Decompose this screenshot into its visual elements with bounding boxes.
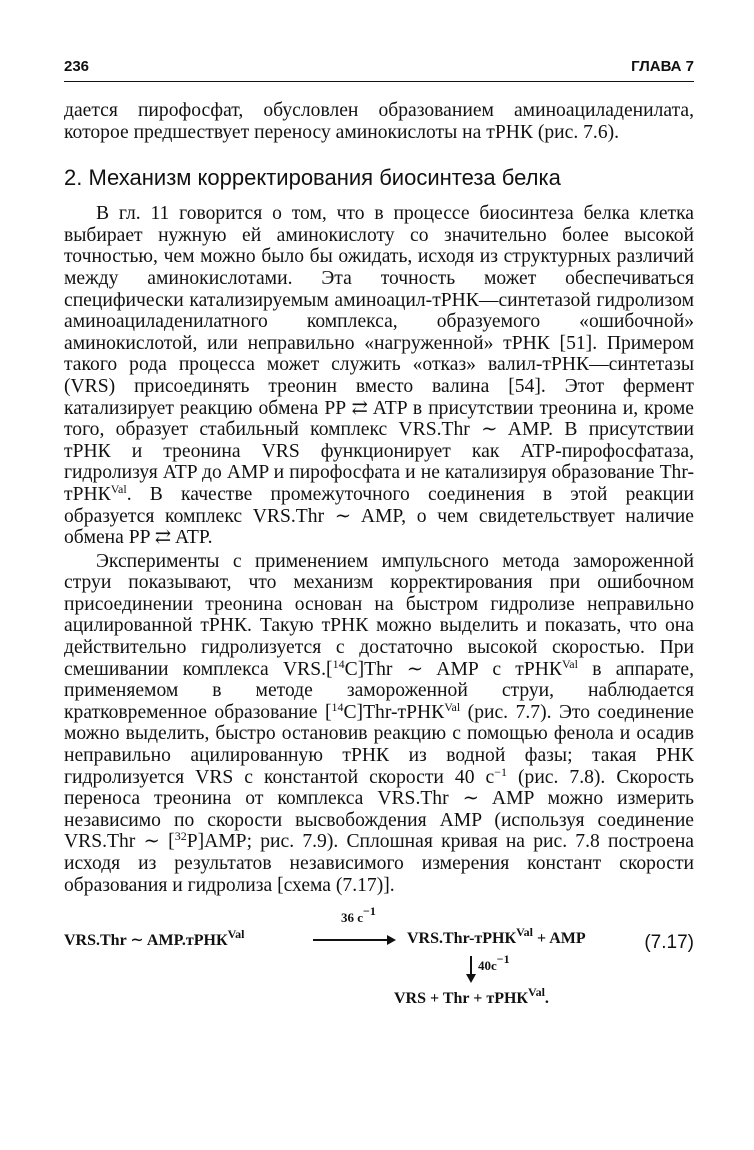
running-header <box>64 58 694 82</box>
paragraph-1-part-2: . В качестве промежуточного соединения в этой реакции образуется комплекс VRS.Thr ∼ AMP, о чем свидетельствует наличие обмена PP ⇄ ATP. <box>64 483 694 549</box>
superscript: Val <box>444 699 461 714</box>
arrow-right-icon <box>387 935 396 945</box>
superscript: Val <box>227 927 245 942</box>
reaction-scheme <box>64 904 694 1020</box>
paragraph-2-part-4: C]Thr-тРНК <box>343 701 445 723</box>
superscript: 14 <box>331 699 344 714</box>
scheme-arrow-down <box>466 952 526 986</box>
paragraph-1-part-1: В гл. 11 говорится о том, что в процессе биосинтеза белка клетка выбирает нужную ей аминокислоту со значительно более высокой точностью, чем можно было бы ожидать, исходя из структурных различий между аминокислотами. Эта точность может обеспечиваться специфически катализируемым аминоацил-тРНК—синтетазой гидролизом аминоациладенилатного комплекса, образуемого «ошибочной» аминокислотой, или неправильно «нагруженной» тРНК [51]. Примером такого рода процесса может служить «отказ» валил-тРНК—синтетазы (VRS) присоединять треонин вместо валина [54]. Этот фермент катализирует реакцию обмена PP ⇄ ATP в присутствии треонина и, кроме того, образует стабильный комплекс VRS.Thr ∼ AMP. В присутствии тРНК и треонина VRS функционирует как ATP-пирофосфатаза, гидролизуя ATP до AMP и пирофосфата и не катализируя образование Thr-тРНК <box>64 203 694 505</box>
scheme-rate-down-text: 40с <box>478 958 497 974</box>
superscript: Val <box>110 481 127 496</box>
scheme-rate-down <box>478 952 510 974</box>
page <box>64 58 694 1020</box>
superscript: −1 <box>494 764 507 779</box>
arrow-right-line <box>313 939 389 941</box>
scheme-arrow-right <box>313 904 395 950</box>
intro-paragraph: дается пирофосфат, обусловлен образованием аминоациладенилата, которое предшествует переносу аминокислоты на тРНК (рис. 7.6). <box>64 100 694 143</box>
arrow-down-line <box>470 956 472 976</box>
page-number: 236 <box>64 58 90 75</box>
scheme-final-tail: . <box>544 990 549 1008</box>
superscript: Val <box>561 656 578 671</box>
scheme-reactant-text: VRS.Thr ∼ AMP.тРНК <box>64 932 228 950</box>
section-heading: 2. Механизм корректирования биосинтеза белка <box>64 165 561 191</box>
scheme-final-text: VRS + Thr + тРНК <box>394 990 529 1008</box>
superscript: 14 <box>332 656 345 671</box>
scheme-reactant <box>64 927 245 950</box>
scheme-product-tail: + AMP <box>533 930 586 948</box>
superscript: −1 <box>363 904 376 919</box>
arrow-down-icon <box>466 974 476 983</box>
scheme-product-text: VRS.Thr-тРНК <box>407 930 517 948</box>
paragraph-2-part-2: C]Thr ∼ AMP с тРНК <box>344 658 562 680</box>
paragraph-1 <box>64 203 694 549</box>
paragraph-2-part-5: (рис. 7.7). Это соединение можно выделить, быстро остановив реакцию с помощью фенола и осадив неправильно ацилированную тРНК из водной фазы; такая РНК гидролизуется VRS с константой скорости 40 с <box>64 701 694 788</box>
superscript: Val <box>528 985 545 1000</box>
superscript: 32 <box>174 829 187 844</box>
scheme-rate-top-text: 36 с <box>341 910 364 926</box>
paragraph-2 <box>64 551 694 897</box>
equation-number: (7.17) <box>644 932 694 954</box>
chapter-label: ГЛАВА 7 <box>631 58 694 75</box>
superscript: −1 <box>496 952 510 967</box>
scheme-final-products <box>394 985 549 1008</box>
scheme-product <box>407 925 586 948</box>
superscript: Val <box>516 925 533 940</box>
scheme-rate-top <box>341 904 376 926</box>
paragraph-2-part-3: в аппарате, применяемом в методе замороженной струи, наблюдается кратковременное образование [ <box>64 658 694 723</box>
paragraph-2-part-1: Эксперименты с применением импульсного метода замороженной струи показывают, что механизм корректирования при ошибочном присоединении треонина основан на быстром гидролизе неправильно ацилированной тРНК. Такую тРНК можно выделить и показать, что она действительно гидролизуется с достаточно высокой скоростью. При смешивании комплекса VRS.[ <box>64 550 694 680</box>
paragraph-2-part-7: P]AMP; рис. 7.9). Сплошная кривая на рис. 7.8 построена исходя из результатов независимого измерения констант скорости образования и гидролиза [схема (7.17)]. <box>64 831 695 896</box>
paragraph-2-part-6: (рис. 7.8). Скорость переноса треонина от комплекса VRS.Thr ∼ AMP можно измерить независимо по скорости высвобождения AMP (используя соединение VRS.Thr ∼ [ <box>64 766 694 853</box>
